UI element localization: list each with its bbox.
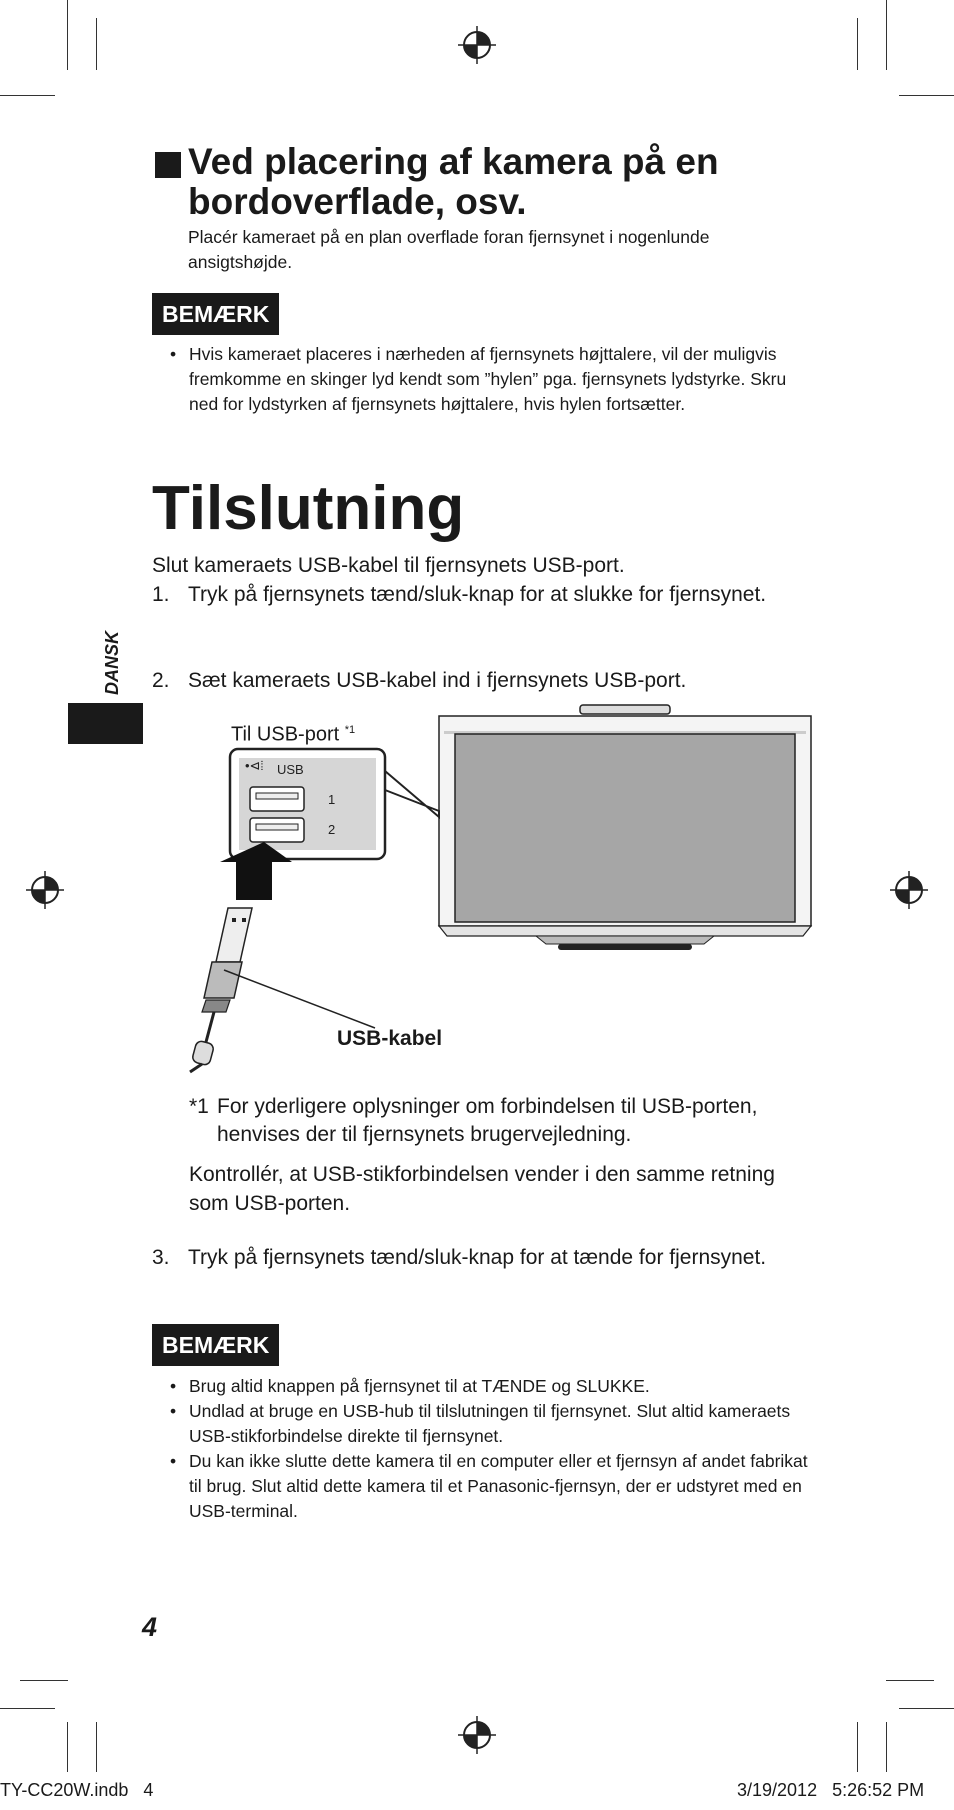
side-language-tab [68,703,143,744]
footnote [189,1093,829,1149]
registration-mark-icon [889,870,929,910]
registration-mark-icon [457,1715,497,1755]
usb-port-label: Til USB-port [231,723,340,746]
connect-intro: Slut kameraets USB-kabel til fjernsynets USB-port. [152,554,625,577]
crop-mark [0,1708,55,1709]
section-heading-camera: Ved placering af kamera på en bordoverflade, osv. [188,141,719,222]
note-item: • Undlad at bruge en USB-hub til tilslutningen til fjernsynet. Slut altid kameraets USB-stikforbindelse direkte til fjernsynet. [170,1399,810,1449]
cable-leader-line [224,970,375,1028]
step-number: 1. [152,583,170,606]
note-list [170,1374,810,1524]
usb-port-2-label: 2 [328,822,336,837]
usb-port-1-label: 1 [328,792,336,807]
step-item [152,1244,802,1272]
usb-port-footnote-ref: *1 [344,724,356,736]
crop-mark [886,1680,934,1681]
step-number: 3. [152,1246,170,1269]
footer-timestamp: 3/19/2012 5:26:52 PM [737,1780,925,1800]
registration-mark-icon [457,25,497,65]
crop-mark [899,1708,954,1709]
note-list [170,342,810,417]
crop-mark [96,18,97,70]
step-number: 2. [152,669,170,692]
section-body-camera: Placér kameraet på en plan overflade foran fjernsynet i nogenlunde ansigtshøjde. [188,227,710,272]
side-language-label: DANSK [102,630,122,695]
footer-file-name: TY-CC20W.indb 4 [0,1780,154,1800]
footnote-text: For yderligere oplysninger om forbindelsen til USB-porten, henvises der til fjernsynets brugervejledning. [217,1095,758,1146]
usb-symbol-icon: •⊲⦙ [245,758,264,773]
page-number: 4 [142,1612,158,1642]
section-heading-connect: Tilslutning [152,474,465,543]
crop-mark [857,18,858,70]
step-text: Tryk på fjernsynets tænd/sluk-knap for at slukke for fjernsynet. [188,583,767,606]
usb-plug-icon [190,908,252,1072]
crop-mark [20,1680,68,1681]
step-text: Sæt kameraets USB-kabel ind i fjernsynets USB-port. [188,669,687,692]
tv-illustration [439,705,811,950]
usb-connection-diagram [180,700,820,1080]
crop-mark [886,1722,887,1772]
registration-mark-icon [25,870,65,910]
usb-port-label-wrap [231,717,355,748]
crop-mark [67,0,68,70]
crop-mark [899,95,954,96]
step-item [152,667,802,695]
step-text: Tryk på fjernsynets tænd/sluk-knap for at tænde for fjernsynet. [188,1246,767,1269]
tv-screen [455,734,795,922]
heading-square-icon [155,152,181,178]
step-item [152,581,802,609]
crop-mark [857,1722,858,1772]
note-label: BEMÆRK [152,1324,279,1366]
check-orientation-text: Kontrollér, at USB-stikforbindelsen vender i den samme retning som USB-porten. [189,1163,775,1215]
crop-mark [0,95,55,96]
note-item: • Brug altid knappen på fjernsynet til at TÆNDE og SLUKKE. [170,1374,810,1399]
crop-mark [96,1722,97,1772]
usb-text: USB [277,762,304,777]
camera-on-tv [580,705,670,714]
crop-mark [67,1722,68,1772]
note-label: BEMÆRK [152,293,279,335]
note-item: • Hvis kameraet placeres i nærheden af fjernsynets højttalere, vil der muligvis fremkomme en skinger lyd kendt som ”hylen” pga. fjernsynets lydstyrke. Skru ned for lydstyrken af fjernsynets højttalere, hvis hylen fortsætter. [170,342,810,417]
usb-cable-label: USB-kabel [337,1027,443,1050]
note-item: • Du kan ikke slutte dette kamera til en computer eller et fjernsyn af andet fabrikat til brug. Slut altid dette kamera til et Panasonic-fjernsyn, der er udstyret med en USB-terminal. [170,1449,810,1524]
footnote-marker: *1 [189,1095,209,1118]
crop-mark [886,0,887,70]
